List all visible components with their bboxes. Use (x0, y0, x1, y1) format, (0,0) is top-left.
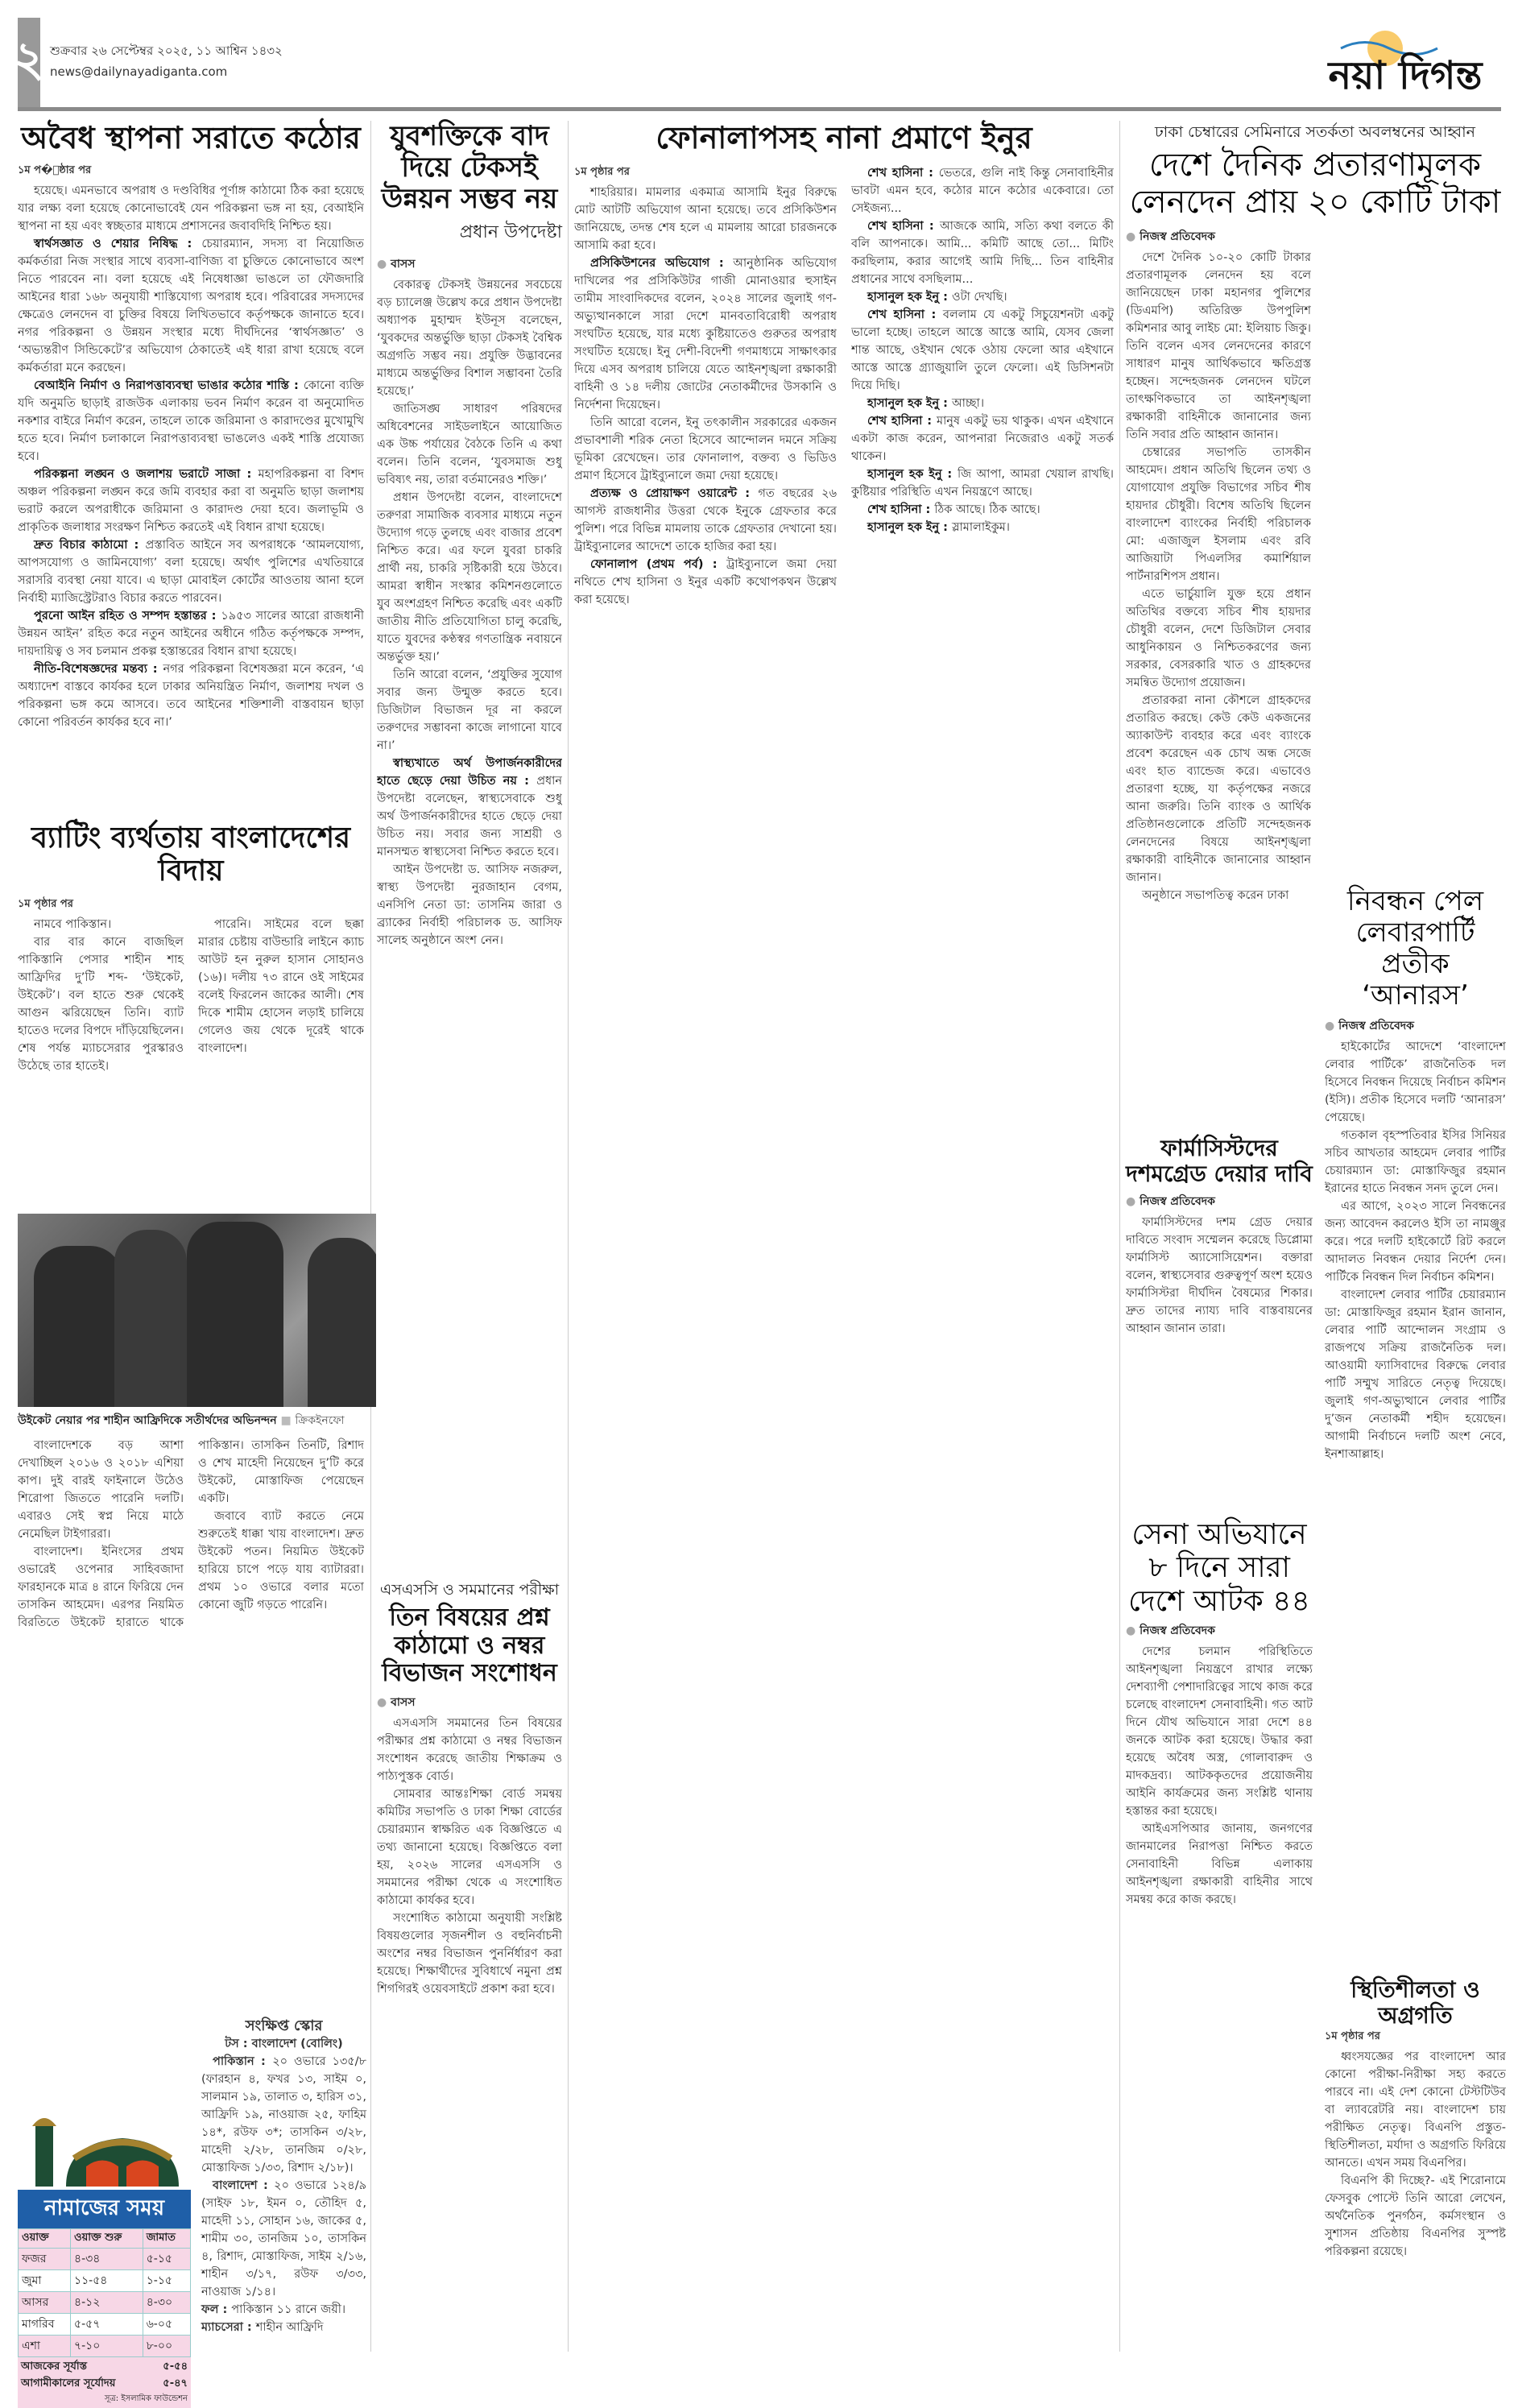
sunrise-time: ৫-৪৭ (163, 2377, 188, 2389)
paragraph (1325, 1127, 1506, 1198)
paragraph-text: ১৯৫৩ সালের আরো রাজধানী উন্নয়ন আইন’ রহিত করে নতুন আইনের অধীনে গঠিত কর্তৃপক্ষকে সম্পদ, দায়দায়িত্ব ও সব চলমান প্রকল্প হস্তান্তরের বিধান রাখা হয়েছে। (18, 609, 364, 658)
paragraph (18, 933, 184, 1075)
paragraph-text: শাহরিয়ার। মামলার একমাত্র আসামি ইনুর বিরুদ্ধে মোট আটটি অভিযোগ আনা হয়েছে। তবে প্রসিকিউশন জানিয়েছে, তদন্ত শেষ হলে এ মামলায় আরো চারজনকে আসামি করা হবে। (574, 185, 837, 252)
paragraph-lead: দ্রুত বিচার কাঠামো : (34, 538, 146, 552)
paragraph-text: মহাপরিকল্পনা বা বিশদ অঞ্চল পরিকল্পনা লঙ্ঘন করে জমি ব্যবহার করা বা অনুমতি ছাড়া জলাশয় ভরাট করলে অপরাধীকে জরিমানা ও কারাদণ্ড দেয়া হবে। জলাভূমি ও প্রাকৃতিক জলাধার সংরক্ষণ নিশ্চিত করতেই এই বিধান রাখা হয়েছে। (18, 467, 364, 534)
paragraph-text: তিনি আরো বলেন, ‘প্রযুক্তির সুযোগ সবার জন্য উন্মুক্ত করতে হবে। ডিজিটাল বিভাজন দূর না করলে তরুণদের সম্ভাবনা কাজে লাগানো যাবে না।’ (377, 668, 562, 753)
start-time: ৪-১২ (71, 2292, 143, 2314)
continuation-label: ১ম পৃষ্ঠার পর (1325, 2030, 1380, 2043)
article-body (1126, 249, 1311, 1223)
col-header: জামাত (143, 2229, 190, 2249)
paragraph-lead: বেআইনি নির্মাণ ও নিরাপত্তাব্যবস্থা ভাঙার কঠোর শাস্তি : (34, 379, 304, 392)
paragraph (851, 412, 1114, 465)
paragraph (574, 184, 837, 254)
mom-label: ম্যাচসেরা : (201, 2321, 256, 2334)
paragraph (1325, 2048, 1506, 2172)
scorecard-title: সংক্ষিপ্ত স্কোর (245, 2017, 323, 2034)
paragraph (1126, 1214, 1313, 1338)
article-body (18, 916, 364, 1206)
kicker: এসএসসি ও সমমানের পরীক্ষা (379, 1581, 560, 1599)
paragraph (1126, 444, 1311, 585)
prayer-table (18, 2228, 191, 2357)
headline: ফার্মাসিস্টদের দশমগ্রেড দেয়ার দাবি (1126, 1135, 1313, 1188)
paragraph-text: বাংলাদেশ লেবার পার্টির চেয়ারম্যান ডা: মোস্তাফিজুর রহমান ইরান জানান, লেবার পার্টি আন্দোলন সংগ্রাম ও রাজপথে সক্রিয় রাজনৈতিক দল। আওয়ামী ফ্যাসিবাদের বিরুদ্ধে লেবার পার্টি সম্মুখ সারিতে নেতৃত্ব দিয়েছে। জুলাই গণ-অভ্যুত্থানে লেবার পার্টির দু’জন নেতাকর্মী শহীদ হয়েছেন। আগামী নির্বাচনে দলটি অংশ নেবে, ইনশাআল্লাহ। (1325, 1289, 1506, 1462)
paragraph (851, 501, 1114, 519)
headline: দেশে দৈনিক প্রতারণামূলক লেনদেন প্রায় ২০ কোটি টাকা (1129, 147, 1501, 221)
jamaat-time: ৪-৩০ (143, 2292, 190, 2314)
issue-date: শুক্রবার ২৬ সেপ্টেম্বর ২০২৫, ১১ আশ্বিন ১৪৩২ (50, 43, 283, 58)
article-illegal-structures (18, 121, 364, 813)
article-labour-party (1325, 886, 1506, 1949)
photo-caption: উইকেট নেয়ার পর শাহীন আফ্রিদিকে সতীর্থদের অভিনন্দন ■ ক্রিকইনফো (18, 1413, 345, 1427)
paragraph-text: জবাবে ব্যাট করতে নেমে শুরুতেই ধাক্কা খায় বাংলাদেশ। দ্রুত উইকেট পতন। নিয়মিত উইকেট হারিয়ে চাপে পড়ে যায় ব্যাটাররা। প্রথম ১০ ওভারে বলার মতো কোনো জুটি গড়তে পারেনি। (198, 1509, 364, 1612)
paragraph-text: আজকে আমি, সত্যি কথা বলতে কী বলি আপনাকে। আমি... কমিটি আছে তো... মিটিং করছিলাম, করার আগেই আমি দিছি... তিন বাহিনীর প্রধানের সাথে বসছিলাম... (851, 219, 1114, 286)
paragraph-text: এসএসসি সমমানের তিন বিষয়ের পরীক্ষার প্রশ্ন কাঠামো ও নম্বর বিভাজন সংশোধন করেছে জাতীয় শিক্ষাক্রম ও পাঠ্যপুস্তক বোর্ড। (377, 1716, 562, 1783)
pakistan-score: ২০ ওভারে ১৩৫/৮ (ফারহান ৪, ফখর ১৩, সাইম ০, সালমান ১৯, তালাত ৩, হারিস ৩১, আফ্রিদি ১৯, নাওয়াজ ২৫, ফাহিম ১৪*, রউফ ৩*; তাসকিন ৩/২৮, মাহেদী ২/২৮, তানজিম ০/২৮, মোস্তাফিজ ১/৩৩, রিশাদ ২/১৮)। (201, 2055, 366, 2174)
paragraph-text: তিনি আরো বলেন, ইনু তৎকালীন সরকারের একজন প্রভাবশালী শরিক নেতা হিসেবে আন্দোলন দমনে সক্রিয় ভূমিকা রেখেছেন। তার ফোনালাপ, বক্তব্য ও ভিডিও প্রমাণ হিসেবে ট্রাইব্যুনালে জমা দেয়া হয়েছে। (574, 416, 837, 482)
paragraph (377, 1909, 562, 1998)
byline: ● বাসস (377, 1693, 562, 1712)
phone-transcript (851, 164, 1114, 2331)
paragraph-text: দেশের চলমান পরিস্থিতিতে আইনশৃঙ্খলা নিয়ন্ত্রণে রাখার লক্ষ্যে দেশব্যাপী পেশাদারিত্বের সাথে কাজ করে চলেছে বাংলাদেশ সেনাবাহিনী। গত আট দিনে যৌথ অভিযানে সারা দেশে ৪৪ জনকে আটক করা হয়েছে। উদ্ধার করা হয়েছে অবৈধ অস্ত্র, গোলাবারুদ ও মাদকদ্রব্য। আটককৃতদের প্রয়োজনীয় আইনি কার্যক্রমের জন্য সংশ্লিষ্ট থানায় হস্তান্তর করা হয়েছে। (1126, 1645, 1313, 1818)
paragraph (377, 861, 562, 950)
toss: টস : বাংলাদেশ (বোলিং) (225, 2038, 343, 2050)
headline: যুবশক্তিকে বাদ দিয়ে টেকসই উন্নয়ন সম্ভব নয় (381, 120, 558, 216)
prayer-row (19, 2292, 191, 2314)
paragraph-text: আনুষ্ঠানিক অভিযোগ দাখিলের পর প্রসিকিউটর গাজী মোনাওয়ার হুসাইন তামীম সাংবাদিকদের বলেন, ২০২৪ সালের জুলাই গণ-অভ্যুত্থানকালে সারা দেশে মানবতাবিরোধী অপরাধ সংঘটিত হয়েছে, যার মধ্যে কুষ্টিয়াতেও গুরুতর অপরাধ সংঘটিত হয়েছে। ইনু দেশী-বিদেশী গণমাধ্যমে সাক্ষাৎকার দিয়ে এসব অপরাধ চালিয়ে যেতে আইনশৃঙ্খলা রক্ষাকারী বাহিনী ও ১৪ দলীয় জোটের নেতাকর্মীদের উসকানি ও নির্দেশনা দিয়েছেন। (574, 256, 837, 412)
contact-email[interactable]: news@dailynayadiganta.com (50, 64, 228, 79)
paragraph-text: নামবে পাকিস্তান। (34, 917, 112, 931)
article-fraud-cont (1325, 346, 1506, 870)
prayer-name: এশা (19, 2336, 71, 2357)
paragraph (1126, 692, 1311, 887)
paragraph-text: সংশোধিত কাঠামো অনুযায়ী সংশ্লিষ্ট বিষয়গুলোর সৃজনশীল ও বহুনির্বাচনী অংশের নম্বর বিভাজন পুনর্নির্ধারণ করা হয়েছে। শিক্ষার্থীদের সুবিধার্থে নমুনা প্রশ্ন শিগগিরই ওয়েবসাইটে প্রকাশ করা হবে। (377, 1911, 562, 1996)
paragraph (18, 1437, 184, 1543)
paragraph-text: বাংলাদেশকে বড় আশা দেখাচ্ছিল ২০১৬ ও ২০১৮ এশিয়া কাপ। দুই বারই ফাইনালে উঠেও শিরোপা জিততে পারেনি দলটি। এবারও সেই স্বপ্ন নিয়ে মাঠে নেমেছিল টাইগাররা। (18, 1438, 184, 1541)
header-rule (18, 107, 1501, 111)
paragraph-text: আইএসপিআর জানায়, জনগণের জানমালের নিরাপত্তা নিশ্চিত করতে সেনাবাহিনী বিভিন্ন এলাকায় আইনশৃঙ্খলা রক্ষাকারী বাহিনীর সাথে সমন্বয় করে কাজ করছে। (1126, 1823, 1313, 1907)
result-label: ফল : (201, 2303, 232, 2316)
paragraph-text: সোমবার আন্তঃশিক্ষা বোর্ড সমন্বয় কমিটির সভাপতি ও ঢাকা শিক্ষা বোর্ডের চেয়ারম্যান স্বাক্ষরিত এক বিজ্ঞপ্তিতে এ তথ্য জানানো হয়েছে। বিজ্ঞপ্তিতে বলা হয়, ২০২৬ সালের এসএসসি ও সমমানের পরীক্ষা থেকে এ সংশোধিত কাঠামো কার্যকর হবে। (377, 1787, 562, 1907)
article-youth (377, 121, 562, 1562)
subheadline: প্রধান উপদেষ্টা (459, 222, 562, 243)
headline: অবৈধ স্থাপনা সরাতে কঠোর (21, 120, 361, 155)
article-body (377, 1715, 562, 2343)
article-body (574, 184, 837, 2326)
start-time: ১১-৫৪ (71, 2270, 143, 2292)
article-body (1325, 1038, 1506, 1964)
prayer-source: সূত্র: ইসলামিক ফাউন্ডেশন (104, 2394, 188, 2403)
prayer-name: জুমা (19, 2270, 71, 2292)
article-pharmacists (1126, 1136, 1313, 1506)
man-of-match: শাহীন আফ্রিদি (255, 2321, 324, 2334)
paragraph-lead: পরিকল্পনা লঙ্ঘন ও জলাশয় ভরাটে সাজা : (34, 467, 259, 481)
paragraph (377, 400, 562, 489)
paragraph (18, 916, 184, 933)
headline: নিবন্ধন পেল লেবারপার্টি প্রতীক ‘আনারস’ (1346, 885, 1484, 1012)
paragraph-text: আচ্ছা। (952, 396, 985, 410)
paragraph-text: জাতিসঙ্ঘ সাধারণ পরিষদের অধিবেশনের সাইডলাইনে আয়োজিত এক উচ্চ পর্যায়ের বৈঠকে তিনি এ কথা বলেন। তিনি বলেন, ‘যুবসমাজ শুধু ভবিষ্যৎ নয়, তারা বর্তমানেরও শক্তি।’ (377, 403, 562, 487)
paragraph-text: ধ্বংসযজ্ঞের পর বাংলাদেশ আর কোনো পরীক্ষা-নিরীক্ষা সহ্য করতে পারবে না। এই দেশ কোনো টেস্টটিউব বা ল্যাবরেটরি নয়। বাংলাদেশ চায় পরীক্ষিত নেতৃত্ব। বিএনপি প্রস্তুত- স্থিতিশীলতা, মর্যাদা ও অগ্রগতি ফিরিয়ে আনতে। এখন সময় বিএনপির। (1325, 2050, 1506, 2170)
paragraph-lead: ফোনালাপ (প্রথম পর্ব) : (590, 557, 726, 571)
paragraph (377, 276, 562, 400)
paragraph-lead: স্বার্থসজ্ঞাত ও শেয়ার নিষিদ্ধ : (34, 237, 202, 250)
paragraph (18, 465, 364, 536)
paragraph-text: আইন উপদেষ্টা ড. আসিফ নজরুল, স্বাস্থ্য উপদেষ্টা নুরজাহান বেগম, এনসিপি নেতা ডা: তাসনিম জারা ও ব্র্যাকের নির্বাহী পরিচালক ড. আসিফ সালেহ অনুষ্ঠানে অংশ নেন। (377, 863, 562, 948)
article-body (18, 1437, 364, 2017)
paragraph-lead: পুরনো আইন রহিত ও সম্পদ হস্তান্তর : (34, 609, 221, 623)
paragraph (851, 217, 1114, 288)
paragraph-text: জি আপা, আমরা খেয়াল রাখছি। কুষ্টিয়ার পরিস্থিতি এখন নিয়ন্ত্রণে আছে। (851, 467, 1114, 499)
paragraph-text: চেম্বারের সভাপতি তাসকীন আহমেদ। প্রধান অতিথি ছিলেন তথ্য ও যোগাযোগ প্রযুক্তি বিভাগের সচিব শীষ হায়দার চৌধুরী। বিশেষ অতিথি ছিলেন বাংলাদেশ ব্যাংকের নির্বাহী পরিচালক মো: এজাজুল ইসলাম এবং রবি আজিয়াটা পিএলসির কমার্শিয়াল পার্টনারশিপস প্রধান। (1126, 446, 1311, 583)
photo-credit: ক্রিকইনফো (295, 1413, 345, 1427)
team-label: বাংলাদেশ : (213, 2179, 275, 2192)
paragraph (18, 536, 364, 607)
byline: ● নিজস্ব প্রতিবেদক (1126, 227, 1504, 246)
paragraph-text: প্রধান উপদেষ্টা বলেছেন, স্বাস্থ্যসেবাকে শুধু অর্থ উপার্জনকারীদের হাতে ছেড়ে দেয়া উচিত নয়। সবার জন্য সাশ্রয়ী ও মানসম্মত স্বাস্থ্যসেবা নিশ্চিত করতে হবে। (377, 775, 562, 859)
start-time: ৪-৩৪ (71, 2249, 143, 2270)
paragraph (1325, 2172, 1506, 2261)
bangladesh-score: ২০ ওভারে ১২৪/৯ (সাইফ ১৮, ইমন ০, তৌহিদ ৫, মাহেদী ১১, সোহান ১৬, জাকের ৫, শামীম ৩০, তানজিম ১০, তাসকিন ৪, রিশাদ, মোস্তাফিজ, সাইম ২/১৬, শাহীন ৩/১৭, রউফ ৩/৩৩, নাওয়াজ ১/১৪। (201, 2179, 366, 2298)
paragraph (18, 660, 364, 731)
paragraph-text: নগর পরিকল্পনা বিশেষজ্ঞরা মনে করেন, ‘এ অধ্যাদেশ বাস্তবে কার্যকর হলে ঢাকার অনিয়ন্ত্রিত নির্মাণ, জলাশয় দখল ও পরিকল্পনা ভঙ্গ কমে আসবে। তবে আইনের শক্তিশালী বাস্তবায়ন ছাড়া কোনো পরিবর্তন কার্যকর হবে না।’ (18, 662, 364, 729)
paragraph (377, 1715, 562, 1785)
paragraph (851, 288, 1114, 306)
paragraph-text: হাইকোর্টের আদেশে ‘বাংলাদেশ লেবার পার্টিকে’ রাজনৈতিক দল হিসেবে নিবন্ধন দিয়েছে নির্বাচন কমিশন (ইসি)। প্রতীক হিসেবে দলটি ‘আনারস’ পেয়েছে। (1325, 1041, 1506, 1125)
paragraph (1325, 1198, 1506, 1286)
jamaat-time: ৬-০৫ (143, 2314, 190, 2336)
paragraph (574, 254, 837, 414)
paragraph-text: দেশে দৈনিক ১০-২০ কোটি টাকার প্রতারণামূলক লেনদেন হয় বলে জানিয়েছেন ঢাকা মহানগর পুলিশের (ডিএমপি) অতিরিক্ত উপপুলিশ কমিশনার আবু লাইচ মো: ইলিয়াচ জিকু। তিনি বলেন এসব লেনদেনের কারণে সাধারণ মানুষ আর্থিকভাবে ক্ষতিগ্রস্ত হচ্ছেন। সন্দেহজনক লেনদেন ঘটলে তাৎক্ষণিকভাবে তা আইনশৃঙ্খলা রক্ষাকারী বাহিনীকে জানানোর জন্য তিনি সবার প্রতি আহ্বান জানান। (1126, 251, 1311, 441)
byline: ● বাসস (377, 254, 562, 274)
paragraph-lead: প্রত্যক্ষ ও প্রোয়াক্ষণ ওয়ারেন্ট : (590, 486, 759, 500)
paragraph-text: কোনো ব্যক্তি যদি অনুমতি ছাড়াই রাজউক এলাকায় ভবন নির্মাণ করেন বা অনুমোদিত নকশার বাইরে নির্মাণ করেন, তাহলে তাকে জরিমানা ও কারাদণ্ডের মুখোমুখি হতে হবে। নির্মাণ চলাকালে নিরাপত্তাব্যবস্থা ভাঙলেও একই শাস্তি প্রযোজ্য হবে। (18, 379, 364, 463)
paragraph (1325, 1286, 1506, 1463)
paragraph-text: প্রতারকরা নানা কৌশলে গ্রাহকদের প্রতারিত করছে। কেউ কেউ একজনের অ্যাকাউন্ট ব্যবহার করে এবং ব্যাংকে প্রবেশ করেছেন এক চোখ অন্ধ সেজে এবং হাত ব্যান্ডেজ করে। এভাবেও প্রতারণা হচ্ছে, যা কর্তৃপক্ষের নজরে আনা জরুরি। তিনি ব্যাংক ও আর্থিক প্রতিষ্ঠানগুলোকে প্রতিটি সন্দেহজনক লেনদেনের বিষয়ে আইনশৃঙ্খলা রক্ষাকারী বাহিনীকে জানানোর আহ্বান জানান। (1126, 694, 1311, 884)
speaker-name: শেখ হাসিনা : (867, 308, 943, 321)
speaker-name: হাসানুল হক ইনু : (867, 290, 953, 304)
speaker-name: শেখ হাসিনা : (867, 414, 937, 428)
paragraph (377, 666, 562, 755)
paragraph-text: প্রস্তাবিত আইনে সব অপরাধকে ‘আমলযোগ্য, আপসযোগ্য ও জামিনযোগ্য’ বলা হয়েছে। অর্থাৎ পুলিশের এখতিয়ারে সরাসরি ব্যবস্থা নেয়া যাবে। এ ছাড়া মোবাইল কোর্টের আওতায় আনা হলে নির্বাহী ম্যাজিস্ট্রেটরাও বিচার করতে পারবেন। (18, 538, 364, 605)
paragraph-text: পারেনি। সাইমের বলে ছক্কা মারার চেষ্টায় বাউন্ডারি লাইনে ক্যাচ আউট হন নুরুল হাসান সোহানও (১৬)। দলীয় ৭৩ রানে ওই সাইমের বলেই ফিরলেন জাকের আলী। শেষ দিকে শামীম হোসেন লড়াই চালিয়ে গেলেও জয় থেকে দূরেই থাকে বাংলাদেশ। (198, 917, 364, 1055)
team-label: পাকিস্তান : (213, 2055, 273, 2068)
mosque-icon (18, 2110, 191, 2187)
caption-text: উইকেট নেয়ার পর শাহীন আফ্রিদিকে সতীর্থদের অভিনন্দন (18, 1413, 277, 1427)
paragraph-text: এর আগে, ২০২৩ সালে নিবন্ধনের জন্য আবেদন করলেও ইসি তা নামঞ্জুর করে। পরে দলটি হাইকোর্টে রিট করলে আদালত নিবন্ধন দেয়ার নির্দেশ দেন। পার্টিকে নিবন্ধন দিল নির্বাচন কমিশন। (1325, 1200, 1506, 1285)
headline: ফোনালাপসহ নানা প্রমাণে ইনুর (656, 120, 1032, 155)
scorecard (201, 2017, 366, 2336)
speaker-name: হাসানুল হক ইনু : (867, 396, 953, 410)
paragraph (574, 485, 837, 556)
paragraph (18, 607, 364, 660)
article-stability (1325, 1977, 1506, 2352)
article-inu (574, 121, 1114, 2352)
paragraph-text: ওটা দেখছি। (952, 290, 1007, 304)
page-number: ২ (18, 18, 40, 108)
continuation-label: ১ম প�ৃষ্ঠার পর (18, 163, 92, 176)
col-header: ওয়াক্ত (19, 2229, 71, 2249)
paragraph (1126, 887, 1311, 904)
newspaper-logo (1309, 24, 1502, 97)
byline: ● নিজস্ব প্রতিবেদক (1126, 1192, 1313, 1211)
byline: ● নিজস্ব প্রতিবেদক (1325, 1016, 1506, 1036)
paragraph-lead: প্রসিকিউশনের অভিযোগ : (590, 256, 734, 270)
masthead-info (50, 40, 283, 82)
speaker-name: শেখ হাসিনা : (867, 503, 935, 516)
speaker-name: হাসানুল হক ইনু : (867, 520, 953, 534)
sunset-time: ৫-৫৪ (163, 2360, 188, 2373)
paragraph (1126, 585, 1311, 692)
article-army (1126, 1518, 1313, 2348)
article-body (377, 276, 562, 1565)
paragraph-text: ঠিক আছে। ঠিক আছে। (934, 503, 1040, 516)
prayer-row (19, 2336, 191, 2357)
paragraph-text: ট্রাইব্যুনালে জমা দেয়া নথিতে শেখ হাসিনা ও ইনুর একটি কথোপকথন উল্লেখ করা হয়েছে। (574, 557, 837, 606)
paragraph (574, 414, 837, 485)
article-ssc (377, 1578, 562, 2352)
article-body (1126, 1643, 1313, 2352)
paragraph (851, 395, 1114, 412)
sunset-label: আজকের সূর্যাস্ত (21, 2360, 87, 2373)
jamaat-time: ৮-০০ (143, 2336, 190, 2357)
paragraph (1126, 1643, 1313, 1820)
article-body (1325, 2048, 1506, 2370)
paragraph-text: ফার্মাসিস্টদের দশম গ্রেড দেয়ার দাবিতে সংবাদ সম্মেলন করেছে ডিপ্লোমা ফার্মাসিস্ট অ্যাসোসিয়েশন। বক্তারা বলেন, স্বাস্থ্যসেবার গুরুত্বপূর্ণ অংশ হয়েও ফার্মাসিস্টরা দীর্ঘদিন বৈষম্যের শিকার। দ্রুত তাদের ন্যায্য দাবি বাস্তবায়নের আহ্বান জানান তারা। (1126, 1216, 1313, 1336)
continuation-label: ১ম পৃষ্ঠার পর (18, 897, 73, 910)
paragraph (18, 182, 364, 235)
prayer-row (19, 2314, 191, 2336)
paragraph-text: গতকাল বৃহস্পতিবার ইসির সিনিয়র সচিব আখতার আহমেদ লেবার পার্টির চেয়ারম্যান ডা: মোস্তাফিজুর রহমান ইরানের হাতে নিবন্ধন সনদ তুলে দেন। (1325, 1129, 1506, 1196)
byline: ● নিজস্ব প্রতিবেদক (1126, 1621, 1313, 1641)
paragraph-lead: স্বাস্থ্যখাতে অর্থ উপার্জনকারীদের হাতে ছেড়ে দেয়া উচিত নয় : (377, 757, 562, 788)
paragraph (377, 489, 562, 666)
col-header: ওয়াক্ত শুরু (71, 2229, 143, 2249)
paragraph (1126, 249, 1311, 444)
headline: স্থিতিশীলতা ও অগ্রগতি (1350, 1976, 1480, 2029)
paragraph-text: গত বছরের ২৬ আগস্ট রাজধানীর উত্তরা থেকে ইনুকে গ্রেফতার করে পুলিশ। পরে বিভিন্ন মামলায় তাকে গ্রেফতার দেখানো হয়। ট্রাইব্যুনালের আদেশে তাকে হাজির করা হয়। (574, 486, 837, 553)
paragraph (377, 755, 562, 861)
paragraph (198, 1508, 364, 1614)
paragraph (851, 164, 1114, 217)
sun-times (18, 2357, 191, 2408)
headline: তিন বিষয়ের প্রশ্ন কাঠামো ও নম্বর বিভাজন সংশোধন (382, 1603, 557, 1687)
paragraph (1126, 1820, 1313, 1909)
paragraph-text: স্লামালাইকুম। (952, 520, 1010, 534)
prayer-title: নামাজের সময় (18, 2190, 191, 2228)
paragraph-text: বার বার কানে বাজছিল পাকিস্তানি পেসার শাহীন শাহ আফ্রিদির দু’টি শব্দ- ‘উইকেট, উইকেট’। বল হাতে শুরু থেকেই আগুন ঝরিয়েছেন তিনি। ব্যাট হাতেও দলের বিপদে দাঁড়িয়েছিলেন। শেষ পর্যন্ত ম্যাচসেরার পুরস্কারও উঠেছে তার হাতেই। (18, 935, 184, 1073)
article-body (18, 182, 364, 794)
paragraph-text: প্রধান উপদেষ্টা বলেন, বাংলাদেশে তরুণরা সামাজিক ব্যবসার মাধ্যমে নতুন উদ্যোগ গড়ে তুলছে এবং বাজার প্রবেশ নিশ্চিত করে। এর ফলে যুবরা চাকরি প্রার্থী নয়, চাকরি সৃষ্টিকারী হয়ে উঠবে। আমরা স্বাধীন সংস্কার কমিশনগুলোতে যুব অংশগ্রহণ নিশ্চিত করেছি এবং একটি জাতীয় নীতি প্রতিযোগিতা চালু করেছি, যাতে যুবদের কণ্ঠস্বর গণতান্ত্রিক নবায়নে অন্তর্ভুক্ত হয়।’ (377, 491, 562, 664)
paragraph (851, 519, 1114, 536)
article-body (1126, 1214, 1313, 1504)
paragraph-text: হয়েছে। এমনভাবে অপরাধ ও দণ্ডবিধির পূর্ণাঙ্গ কাঠামো ঠিক করা হয়েছে যার লক্ষ্য বলা হয়েছে কোনোভাবেই যেন পরিকল্পনা ভঙ্গ না হয়, বেআইনি স্থাপনা না হয় এবং স্বচ্ছতার মাধ্যমে প্রশাসনের জবাবদিহি নিশ্চিত হয়। (18, 184, 364, 233)
paragraph (198, 916, 364, 1057)
start-time: ৭-১০ (71, 2336, 143, 2357)
paragraph (18, 377, 364, 465)
paragraph-text: এতে ভার্চুয়ালি যুক্ত হয়ে প্রধান অতিথির বক্তব্যে সচিব শীষ হায়দার চৌধুরী বলেন, দেশে ডিজিটাল সেবার আধুনিকায়ন ও নিশ্চিতকরণের জন্য সরকার, বেসরকারি খাত ও গ্রাহকদের সমন্বিত উদ্যোগ প্রয়োজন। (1126, 588, 1311, 689)
prayer-name: আসর (19, 2292, 71, 2314)
speaker-name: শেখ হাসিনা : (867, 219, 940, 233)
paragraph (1325, 1038, 1506, 1127)
jamaat-time: ৫-১৫ (143, 2249, 190, 2270)
cricket-photo (18, 1214, 376, 1407)
paragraph (851, 465, 1114, 501)
prayer-row (19, 2249, 191, 2270)
prayer-name: ফজর (19, 2249, 71, 2270)
prayer-row (19, 2270, 191, 2292)
start-time: ৫-৫৭ (71, 2314, 143, 2336)
speaker-name: হাসানুল হক ইনু : (867, 467, 958, 481)
paragraph-text: অনুষ্ঠানে সভাপতিত্ব করেন ঢাকা (1142, 889, 1289, 902)
paragraph-text: চেয়ারম্যান, সদস্য বা নিয়োজিত কর্মকর্তারা নিজ সংস্থার সাথে ব্যবসা-বাণিজ্য বা চুক্তিতে কোনোভাবে অংশ নিতে পারবেন না। বলা হয়েছে এই নিষেধাজ্ঞা ভাঙলে তা ফৌজদারি আইনের ধারা ১৬৮ অনুযায়ী শাস্তিযোগ্য অপরাধ হবে। পরিবারের সদস্যদের ক্ষেত্রেও লেনদেন বা চুক্তির বিষয়ে লিখিতভাবে কর্তৃপক্ষকে জানাতে হবে। নগর পরিকল্পনা ও উন্নয়ন সংস্থার মধ্যে দীর্ঘদিনের ‘স্বার্থসজ্ঞাত’ ও ‘অভ্যন্তরীণ সিন্ডিকেটে’র অভিযোগ ঠেকাতেই এই ধারা রাখা হয়েছে বলে কর্মকর্তারা মনে করছেন। (18, 237, 364, 374)
paragraph-text: বললাম যে একটু সিচুয়েশনটা একটু ভালো হচ্ছে। তাহলে আস্তে আস্তে আমি, যেসব জেলা শান্ত আছে, ওইখান থেকে ওঠায় ফেলো আর এইখানে আস্তে আস্তে গ্র্যাজুয়ালি তুলে ফেলো। এই ডিসিশনটা দিয়ে দিছি। (851, 308, 1114, 392)
paragraph-text: মানুষ একটু ভয় থাকুক। এখন এইখানে একটা কাজ করেন, আপনারা নিজেরাও একটু সতর্ক থাকেন। (851, 414, 1114, 463)
prayer-name: মাগরিব (19, 2314, 71, 2336)
result: পাকিস্তান ১১ রানে জয়ী। (231, 2303, 346, 2316)
paragraph (377, 1785, 562, 1909)
paragraph (574, 556, 837, 609)
continuation-label: ১ম পৃষ্ঠার পর (574, 165, 630, 178)
paragraph-text: বিএনপি কী দিচ্ছে?- এই শিরোনামে ফেসবুক পোস্টে তিনি আরো লেখেন, অর্থনৈতিক পুনর্গঠন, কর্মসংস্থান ও সুশাসন প্রতিষ্ঠায় বিএনপির সুস্পষ্ট পরিকল্পনা রয়েছে। (1325, 2174, 1506, 2259)
kicker: ঢাকা চেম্বারের সেমিনারে সতর্কতা অবলম্বনের আহ্বান (1154, 123, 1476, 141)
headline: সেনা অভিযানে ৮ দিনে সারা দেশে আটক ৪৪ (1128, 1518, 1310, 1618)
speaker-name: শেখ হাসিনা : (867, 166, 939, 180)
sunrise-label: আগামীকালের সূর্যোদয় (21, 2377, 116, 2389)
paragraph-text: বাংলাদেশ। ইনিংসের প্রথম ওভারেই ওপেনার সাহিবজাদা ফারহানকে মাত্র ৪ রানে ফিরিয়ে দেন তাসকিন আহমেদ। এরপর নিয়মিত বিরতিতে উইকেট হারাতে থাকে পাকিস্তান। তাসকিন তিনটি, রিশাদ ও শেখ মাহেদী নিয়েছেন দু’টি করে উইকেট, মোস্তাফিজ পেয়েছেন একটি। (18, 1438, 364, 1629)
prayer-times-box (18, 2110, 191, 2403)
headline: ব্যাটিং ব্যর্থতায় বাংলাদেশের বিদায় (31, 821, 351, 888)
paragraph (18, 235, 364, 377)
paragraph-lead: নীতি-বিশেষজ্ঞদের মন্তব্য : (34, 662, 163, 676)
paragraph (851, 306, 1114, 395)
svg-text:নয়া দিগন্ত: নয়া দিগন্ত (1328, 53, 1483, 97)
paragraph-text: ভেতরে, গুলি নাই কিন্তু সেনাবাহিনীর ভাবটা এমন হবে, কঠোর মানে কঠোর একেবারে। তো সেইজন্য... (851, 166, 1114, 215)
paragraph-text: বেকারত্ব টেকসই উন্নয়নের সবচেয়ে বড় চ্যালেঞ্জ উল্লেখ করে প্রধান উপদেষ্টা অধ্যাপক মুহাম্মদ ইউনূস বলেছেন, ‘যুবকদের অন্তর্ভুক্তি ছাড়া টেকসই বৈশ্বিক অগ্রগতি সম্ভব নয়। প্রযুক্তি উদ্ভাবনের মাধ্যমে অন্তর্ভুক্তির বিশাল সম্ভাবনা তৈরি হয়েছে।’ (377, 279, 562, 399)
jamaat-time: ১-১৫ (143, 2270, 190, 2292)
